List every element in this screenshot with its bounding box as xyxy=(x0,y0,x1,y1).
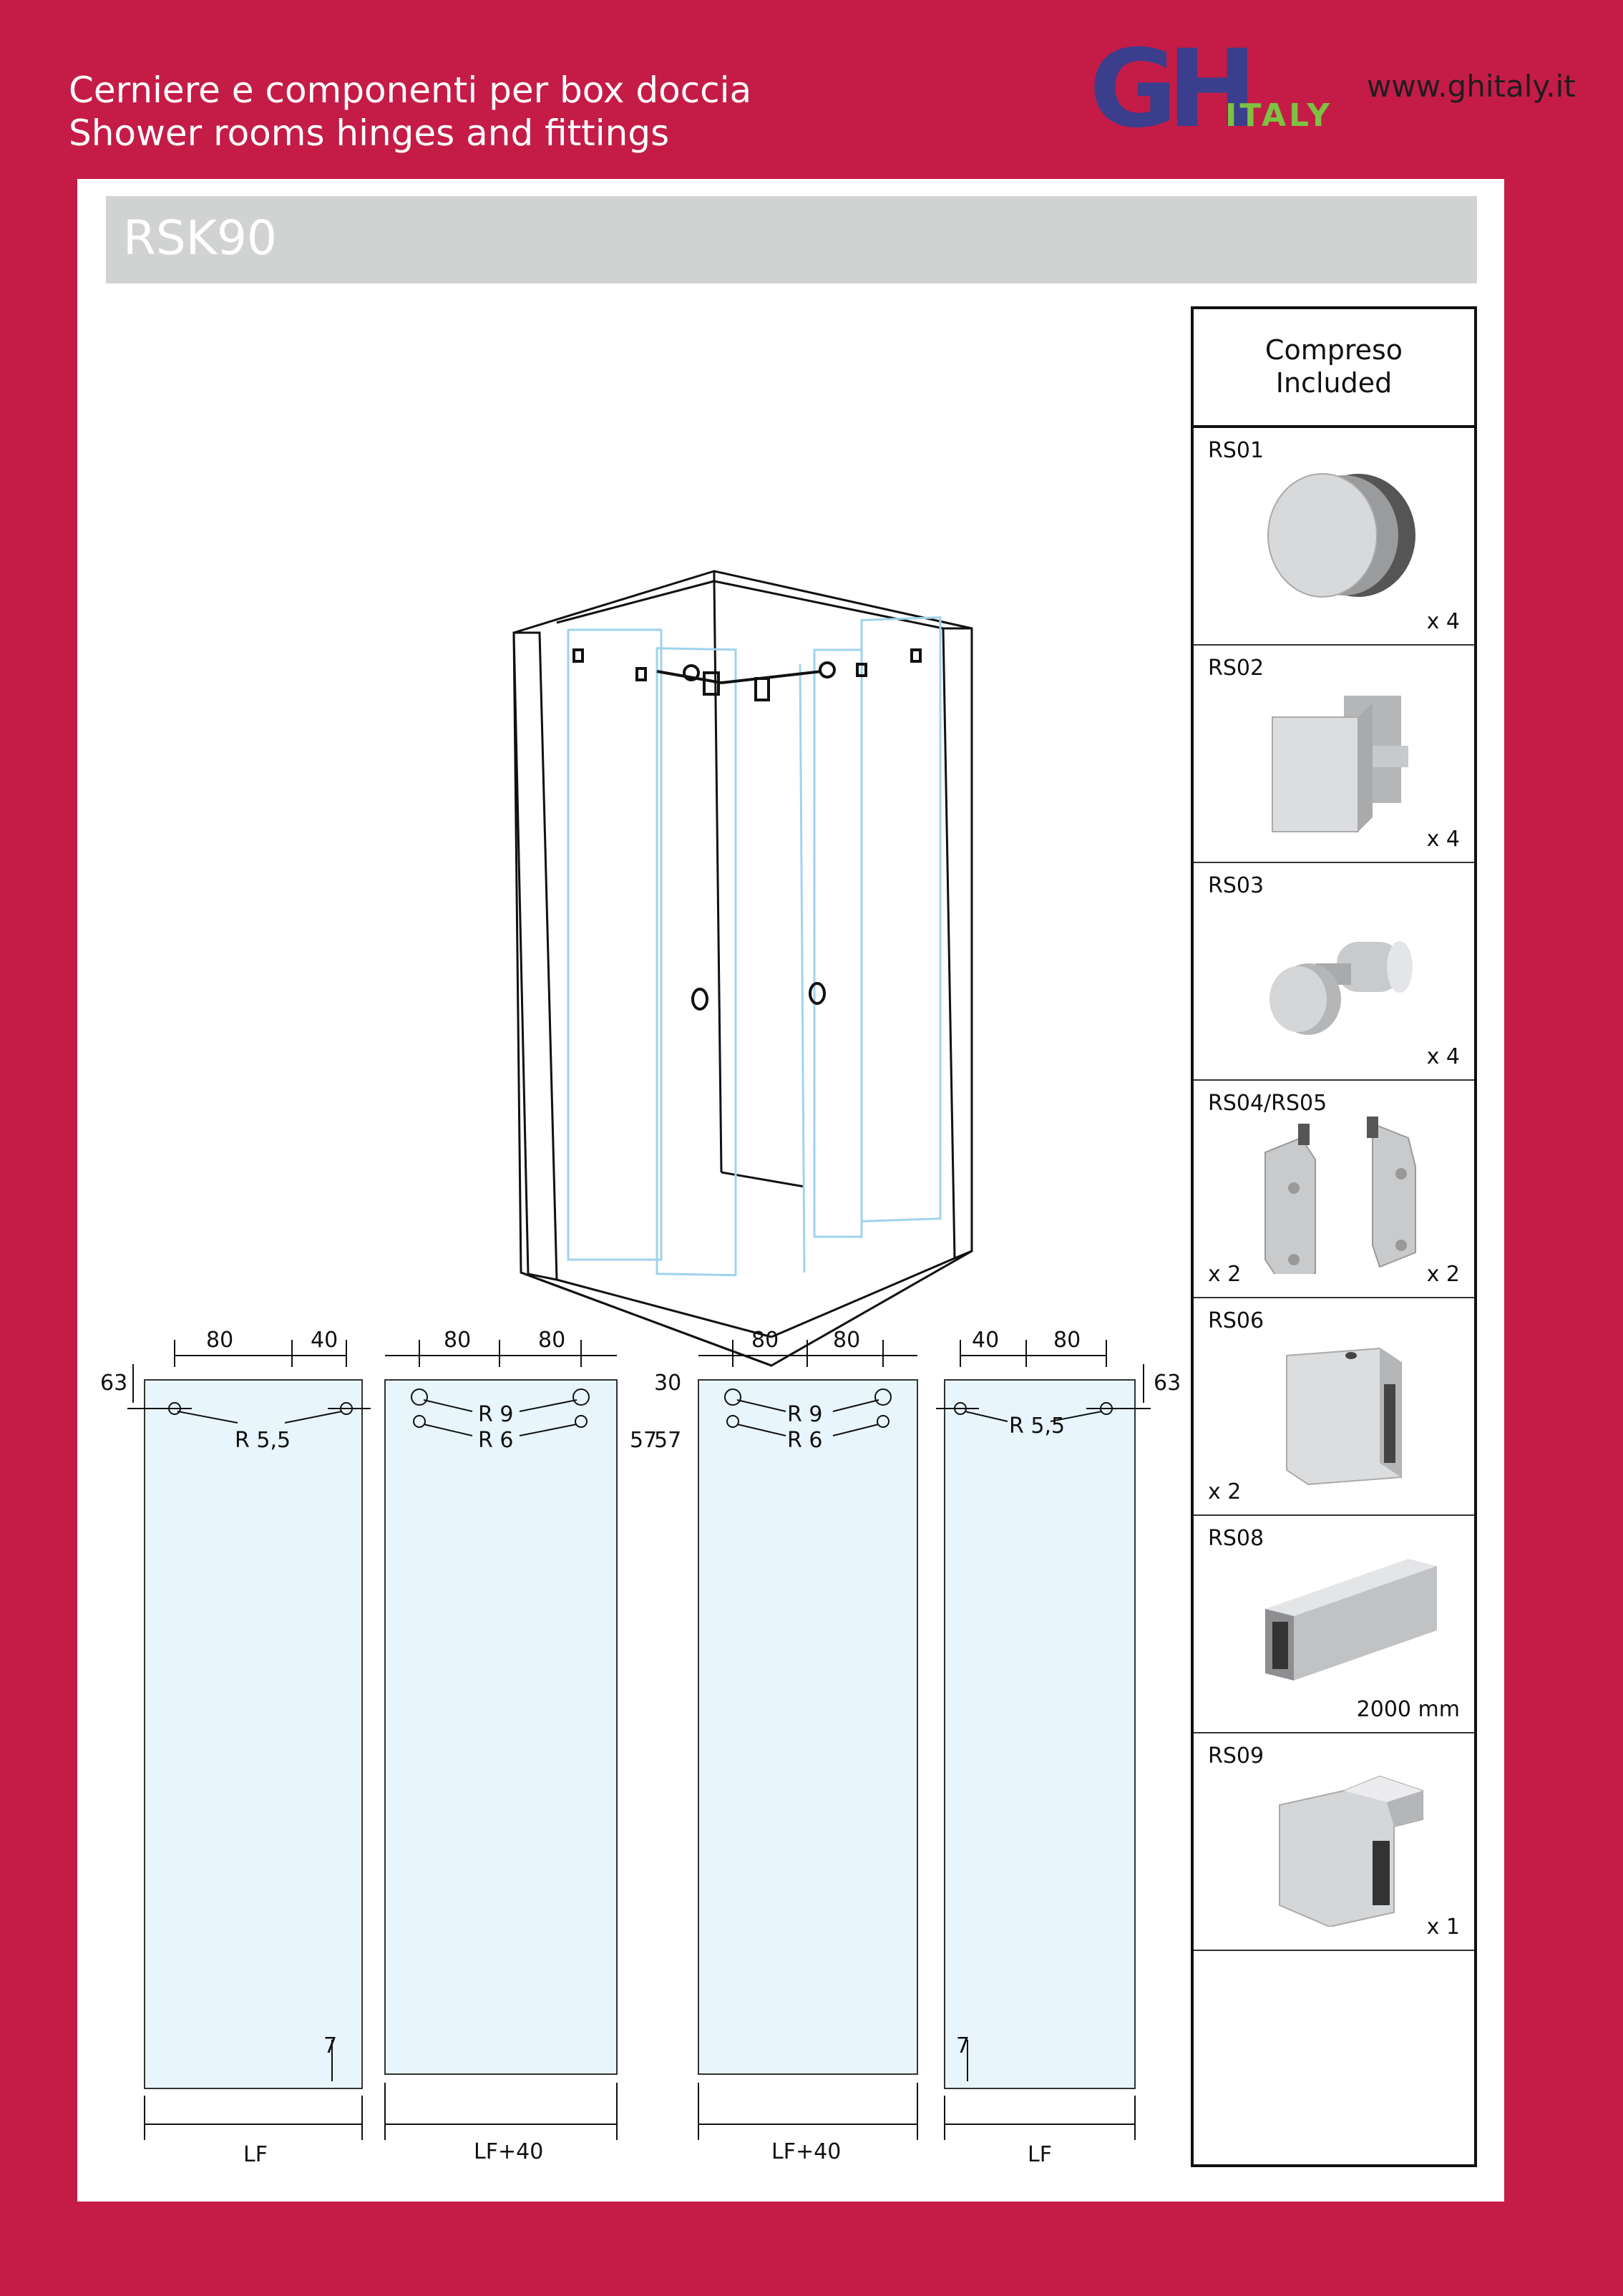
component-qty: x 4 xyxy=(1426,827,1460,852)
glass-panel-drawings xyxy=(77,1295,1186,2197)
glass-panel-4 xyxy=(945,1380,1135,2088)
included-title-en: Included xyxy=(1275,367,1393,399)
width-p4: LF xyxy=(1028,2142,1052,2167)
component-rs08 xyxy=(1194,1516,1474,1733)
product-sheet xyxy=(77,179,1504,2202)
glass-panel-2 xyxy=(385,1380,617,2074)
dim-p2-a: 80 xyxy=(444,1328,472,1353)
header-line-en: Shower rooms hinges and fittings xyxy=(69,112,670,154)
dim-p2-b: 80 xyxy=(538,1328,566,1353)
component-qty: x 1 xyxy=(1426,1915,1460,1940)
included-components xyxy=(1191,306,1477,2167)
width-p1: LF xyxy=(243,2142,268,2167)
component-rs01 xyxy=(1194,428,1474,646)
component-code: RS03 xyxy=(1208,873,1264,898)
header-line-it: Cerniere e componenti per box doccia xyxy=(69,69,752,111)
website-url[interactable]: www.ghitaly.it xyxy=(1367,69,1576,104)
component-code: RS06 xyxy=(1208,1308,1264,1333)
dim-p4-b: 80 xyxy=(1053,1328,1081,1353)
dim-p1-a: 80 xyxy=(206,1328,234,1353)
glass-panel-1 xyxy=(145,1380,362,2088)
dim-p3-a: 80 xyxy=(751,1328,779,1353)
dim-p3-side-top: 30 xyxy=(654,1371,682,1396)
hole-label-p2-2: R 6 xyxy=(478,1428,514,1453)
component-qty: x 4 xyxy=(1426,1044,1460,1069)
width-p2: LF+40 xyxy=(474,2139,544,2164)
product-title: RSK90 xyxy=(123,210,278,266)
component-code: RS02 xyxy=(1208,656,1264,681)
bar-icon xyxy=(1237,1545,1444,1709)
hole-label-p3-2: R 6 xyxy=(787,1428,823,1453)
component-qty: x 4 xyxy=(1426,609,1460,634)
bracket-icon xyxy=(1237,1109,1444,1274)
component-qty-left: x 2 xyxy=(1208,1262,1242,1287)
cylinder-knob-icon xyxy=(1237,892,1444,1056)
dim-p1-b: 40 xyxy=(311,1328,338,1353)
dim-p3-side: 57 xyxy=(654,1428,682,1453)
dim-p4-bottom: 7 xyxy=(956,2033,970,2058)
component-qty: x 2 xyxy=(1426,1262,1460,1287)
hole-label-p1: R 5,5 xyxy=(235,1428,291,1453)
dim-p2-side: 57 xyxy=(630,1428,658,1453)
component-rs06 xyxy=(1194,1298,1474,1516)
component-rs03 xyxy=(1194,863,1474,1081)
logo-sub: ITALY xyxy=(1225,97,1333,132)
hole-label-p3-1: R 9 xyxy=(787,1402,823,1427)
hole-label-p2-1: R 9 xyxy=(478,1402,514,1427)
logo-main: GH xyxy=(1089,42,1247,132)
component-qty-left: x 2 xyxy=(1208,1479,1242,1504)
component-rs04-rs05 xyxy=(1194,1081,1474,1298)
component-rs09 xyxy=(1194,1733,1474,1951)
included-header xyxy=(1194,309,1474,428)
connector-icon xyxy=(1237,1327,1444,1492)
component-code: RS01 xyxy=(1208,438,1264,463)
dim-p1-bottom: 7 xyxy=(323,2033,338,2058)
component-code: RS08 xyxy=(1208,1526,1264,1551)
square-knob-icon xyxy=(1237,674,1444,839)
gh-italy-logo xyxy=(1089,42,1350,132)
component-code: RS09 xyxy=(1208,1743,1264,1769)
hole-label-p4: R 5,5 xyxy=(1009,1414,1066,1439)
component-qty: 2000 mm xyxy=(1356,1697,1460,1722)
shower-enclosure-drawing xyxy=(421,364,993,1380)
knob-icon xyxy=(1237,457,1444,621)
product-title-bar xyxy=(106,196,1477,283)
width-p3: LF+40 xyxy=(771,2139,842,2164)
component-rs02 xyxy=(1194,646,1474,863)
corner-connector-icon xyxy=(1237,1762,1444,1927)
header-title xyxy=(69,69,751,155)
dim-p4-a: 40 xyxy=(972,1328,1000,1353)
glass-panel-3 xyxy=(698,1380,917,2074)
dim-p3-b: 80 xyxy=(833,1328,861,1353)
dim-p1-side: 63 xyxy=(100,1371,128,1396)
dim-p4-side: 63 xyxy=(1154,1371,1181,1396)
component-code: RS04/RS05 xyxy=(1208,1091,1327,1116)
included-title-it: Compreso xyxy=(1264,334,1403,366)
